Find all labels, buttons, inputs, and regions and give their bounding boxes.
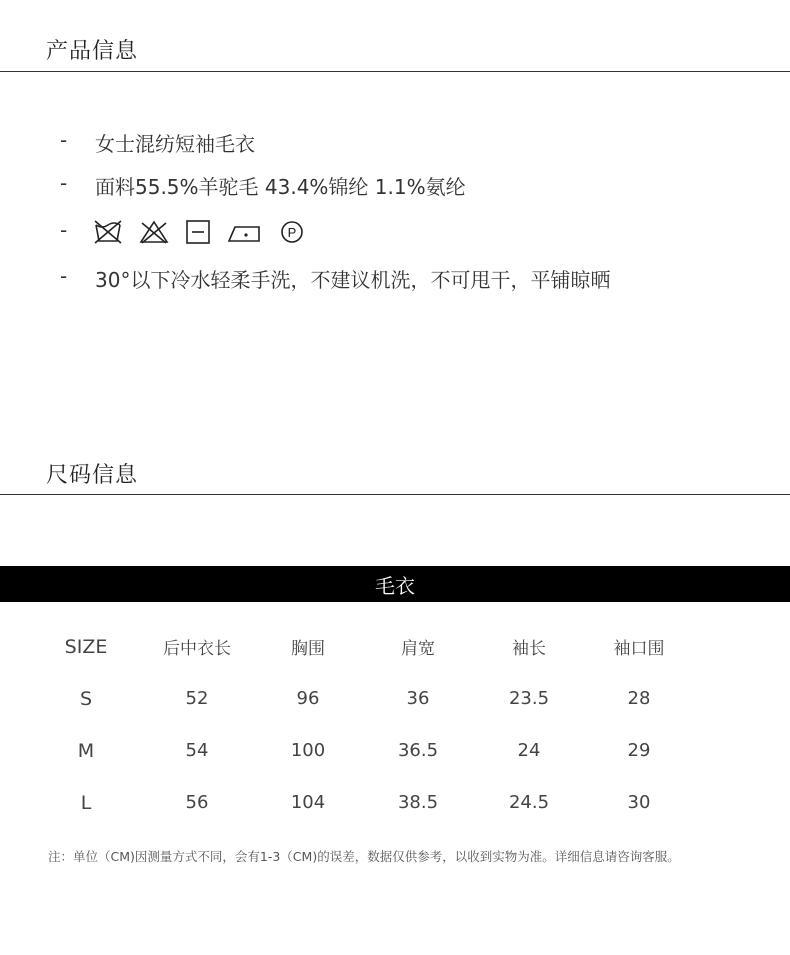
table-cell: 96 [296, 688, 320, 709]
table-cell: 104 [290, 792, 326, 813]
hand-wash-icon [93, 219, 123, 245]
table-cell: 100 [290, 740, 326, 761]
header-sleeve-length: 袖长 [512, 639, 546, 659]
table-cell: 29 [627, 740, 651, 761]
size-info-title: 尺码信息 [46, 463, 139, 488]
table-cell: 24 [517, 740, 541, 761]
care-instructions-text: 30°以下冷水轻柔手洗，不建议机洗，不可甩干，平铺晾晒 [95, 268, 611, 292]
table-cell: 36.5 [397, 740, 439, 761]
product-bullet-care-text [0, 264, 790, 298]
dry-clean-letter: P [287, 225, 297, 240]
professional-dry-clean-icon [279, 219, 305, 245]
table-cell: 23.5 [508, 688, 550, 709]
measurement-note: 注：单位（CM)因测量方式不同，会有1-3（CM)的误差，数据仅供参考，以收到实物为准。详细信息请咨询客服。 [48, 849, 680, 864]
sweater-category-bar [0, 566, 790, 602]
product-name-text: 女士混纺短袖毛衣 [95, 132, 255, 156]
size-info-divider [0, 494, 790, 495]
header-cuff: 袖口围 [613, 639, 665, 659]
table-cell: 54 [185, 740, 209, 761]
table-cell: 30 [627, 792, 651, 813]
table-cell: 38.5 [397, 792, 439, 813]
care-icons [93, 218, 321, 246]
do-not-bleach-icon [139, 219, 169, 245]
product-bullet-care-icons [0, 218, 790, 252]
table-row-m-size: M [77, 740, 95, 762]
table-cell: 28 [627, 688, 651, 709]
table-row-s-size: S [79, 688, 93, 710]
bullet-dash: - [60, 171, 68, 195]
product-info-title: 产品信息 [46, 39, 139, 64]
flat-dry-icon [185, 219, 211, 245]
material-text: 面料55.5%羊驼毛 43.4%锦纶 1.1%氨纶 [95, 175, 466, 199]
table-cell: 56 [185, 792, 209, 813]
product-info-divider [0, 71, 790, 72]
header-shoulder: 肩宽 [401, 639, 435, 659]
header-size: SIZE [64, 636, 108, 658]
sweater-category-label: 毛衣 [375, 573, 415, 598]
header-back-length: 后中衣长 [163, 639, 231, 659]
bullet-dash: - [60, 218, 68, 242]
table-row-l-size: L [80, 792, 92, 814]
bullet-dash: - [60, 264, 68, 288]
iron-low-icon [227, 219, 263, 245]
product-bullet-material [0, 171, 790, 205]
bullet-dash: - [60, 128, 68, 152]
table-cell: 24.5 [508, 792, 550, 813]
header-chest: 胸围 [291, 639, 325, 659]
product-bullet-name [0, 128, 790, 162]
table-cell: 52 [185, 688, 209, 709]
table-cell: 36 [406, 688, 430, 709]
